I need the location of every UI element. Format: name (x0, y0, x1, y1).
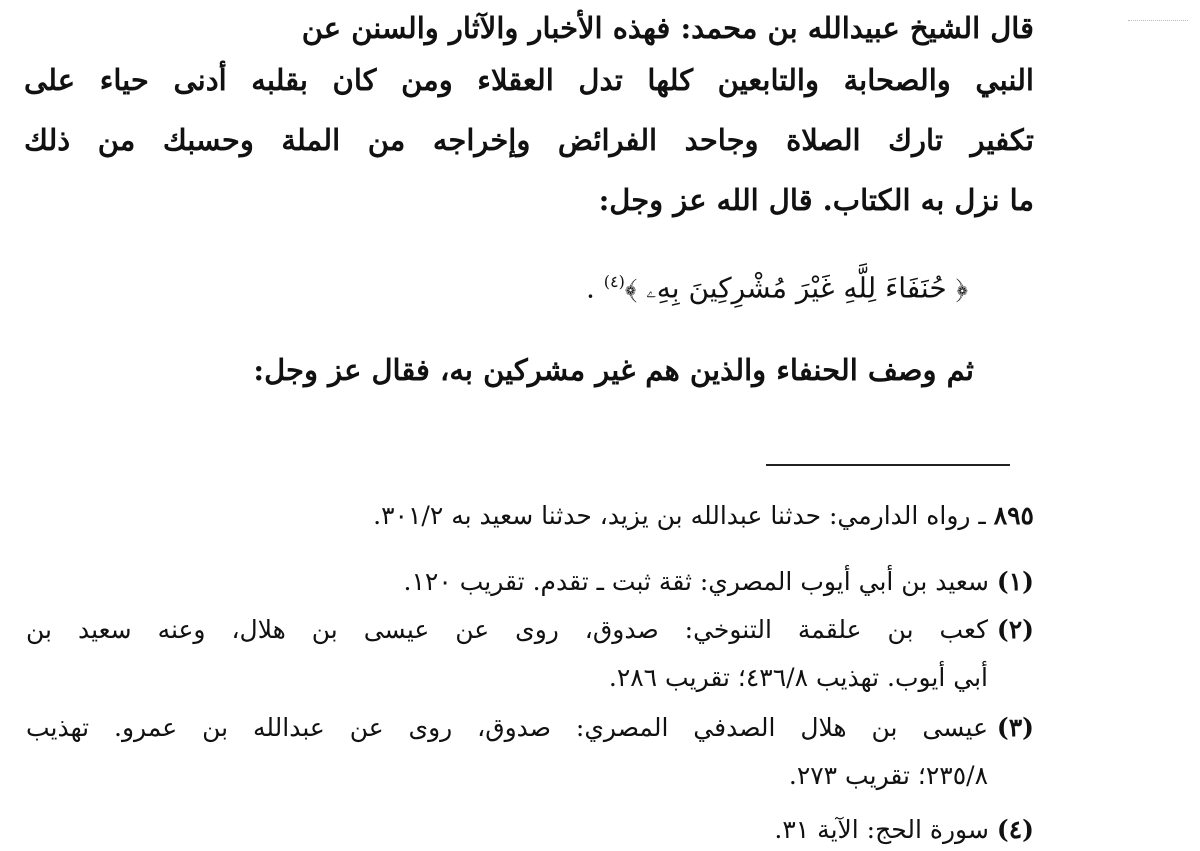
main-text-line-1: قال الشيخ عبيدالله بن محمد: فهذه الأخبار والآثار والسنن عن (301, 11, 1034, 45)
footnote-separator (766, 464, 1010, 466)
footnote-hadith (24, 498, 1034, 534)
main-text-line-4: ما نزل به الكتاب. قال الله عز وجل: (598, 183, 1034, 217)
footnote-2-line-1: كعب بن علقمة التنوخي: صدوق، روى عن عيسى بن هلال، وعنه سعيد بن (26, 615, 988, 644)
main-text-after-verse: ثم وصف الحنفاء والذين هم غير مشركين به، فقال عز وجل: (253, 353, 974, 387)
hadith-text: ـ رواه الدارمي: حدثنا عبدالله بن يزيد، حدثنا سعيد به ٣٠١/٢. (373, 501, 986, 530)
main-text-line-3: تكفير تارك الصلاة وجاحد الفرائض وإخراجه من الملة وحسبك من ذلك (24, 123, 1034, 157)
footnote-4 (24, 812, 1034, 848)
scan-artifact (1128, 20, 1188, 21)
footnote-number: (٣) (996, 713, 1034, 742)
quran-verse (586, 262, 968, 308)
footnote-3-line-2: ٢٣٥/٨؛ تقريب ٢٧٣. (788, 761, 988, 790)
footnote-1 (24, 564, 1034, 600)
footnote-2-line-2: أبي أيوب. تهذيب ٤٣٦/٨؛ تقريب ٢٨٦. (608, 663, 988, 692)
verse-text: ﴿ حُنَفَاءَ لِلَّهِ غَيْرَ مُشْرِكِينَ بِهِۦ ﴾ (624, 271, 968, 305)
verse-period: . (585, 271, 595, 305)
footnote-text: سورة الحج: الآية ٣١. (774, 815, 989, 844)
footnote-number: (١) (996, 567, 1034, 596)
footnote-number: (٤) (996, 815, 1034, 844)
footnote-number: (٢) (996, 615, 1034, 644)
footnote-3-line-1: عيسى بن هلال الصدفي المصري: صدوق، روى عن عبدالله بن عمرو. تهذيب (26, 713, 988, 742)
footnote-3-number (994, 710, 1034, 746)
main-text-line-2: النبي والصحابة والتابعين كلها تدل العقلاء ومن كان بقلبه أدنى حياء على (24, 63, 1034, 97)
footnote-2-number (994, 612, 1034, 648)
verse-footnote-ref: (٤) (603, 272, 625, 291)
hadith-number: ٨٩٥ (993, 501, 1034, 530)
footnote-text: سعيد بن أبي أيوب المصري: ثقة ثبت ـ تقدم. تقريب ١٢٠. (403, 567, 989, 596)
